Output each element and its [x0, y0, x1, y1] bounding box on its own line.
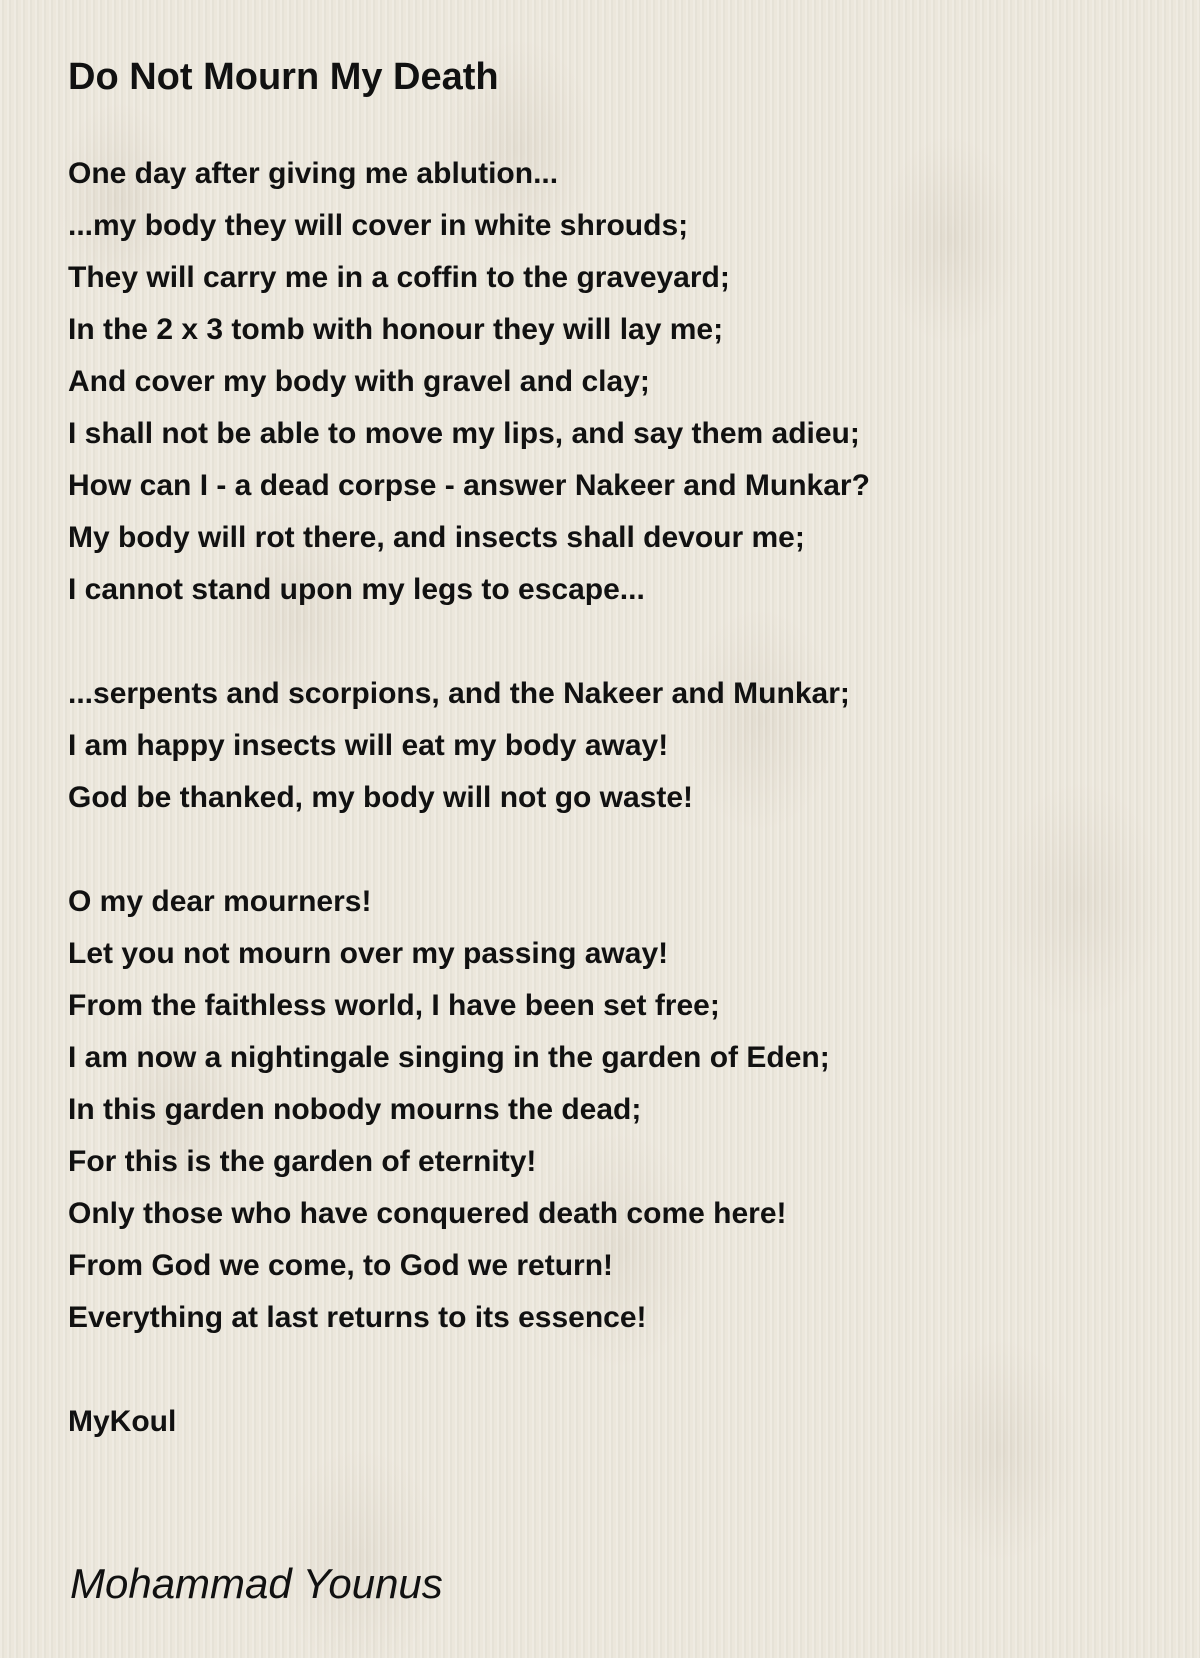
- poem-line: Only those who have conquered death come here!: [68, 1197, 787, 1230]
- poem-line: My body will rot there, and insects shall devour me;: [68, 521, 805, 554]
- poem-line: In the 2 x 3 tomb with honour they will lay me;: [68, 313, 724, 346]
- poem-page: [68, 50, 1148, 1438]
- stanza-3: [68, 876, 870, 1344]
- poem-line: I am now a nightingale singing in the garden of Eden;: [68, 1041, 830, 1074]
- poem-line: God be thanked, my body will not go waste!: [68, 781, 694, 814]
- poem-line: ...my body they will cover in white shrouds;: [68, 209, 689, 242]
- poem-line: And cover my body with gravel and clay;: [68, 365, 650, 398]
- poem-line: Let you not mourn over my passing away!: [68, 937, 669, 970]
- poem-line: ...serpents and scorpions, and the Nakeer and Munkar;: [68, 677, 850, 710]
- poem-title: Do Not Mourn My Death: [68, 56, 499, 98]
- poem-line: I am happy insects will eat my body away!: [68, 729, 669, 762]
- poem-line: Everything at last returns to its essence!: [68, 1301, 647, 1334]
- poem-line: One day after giving me ablution...: [68, 157, 559, 190]
- poem-line: O my dear mourners!: [68, 885, 372, 918]
- poem-line: I cannot stand upon my legs to escape...: [68, 573, 645, 606]
- poem-signature: MyKoul: [68, 1405, 177, 1438]
- poem-line: For this is the garden of eternity!: [68, 1145, 537, 1178]
- author-name: Mohammad Younus: [70, 1560, 443, 1607]
- stanza-1: [68, 148, 870, 616]
- poem-line: In this garden nobody mourns the dead;: [68, 1093, 642, 1126]
- poem-line: I shall not be able to move my lips, and say them adieu;: [68, 417, 860, 450]
- poem-line: They will carry me in a coffin to the graveyard;: [68, 261, 730, 294]
- poem-body: [68, 148, 870, 1500]
- poem-line: How can I - a dead corpse - answer Nakeer and Munkar?: [68, 469, 870, 502]
- stanza-signature: [68, 1396, 870, 1448]
- stanza-2: [68, 668, 870, 824]
- poem-line: From the faithless world, I have been set free;: [68, 989, 720, 1022]
- poem-line: From God we come, to God we return!: [68, 1249, 614, 1282]
